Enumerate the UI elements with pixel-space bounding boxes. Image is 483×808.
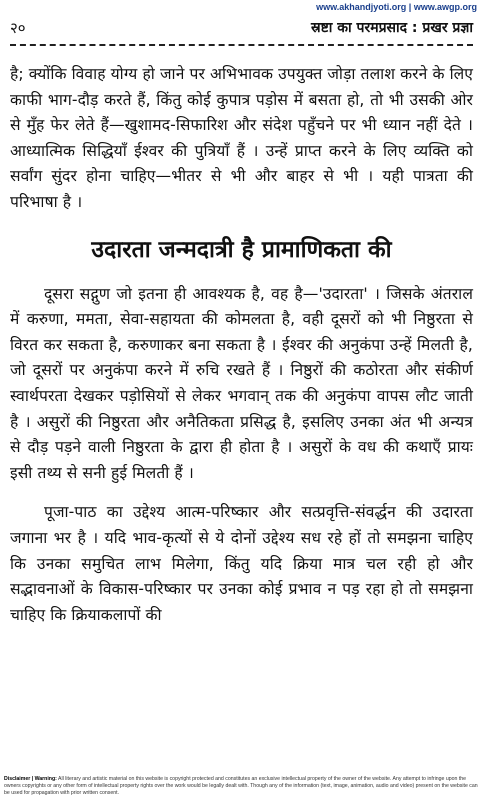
disclaimer xyxy=(4,776,479,797)
page-body xyxy=(10,62,473,628)
disclaimer-text: All literary and artistic material on this website is copyright protected and constitutes an exclusive intellectual property of the owner of the website. Any attempt to infringe upon the owners copyrights or any other form of intellectual property rights over the work would be legally dealt with. Though any of the information (text, image, animation, audio and video) present on the website can be used for propagation with prior written consent. xyxy=(4,776,478,796)
page-number: २० xyxy=(10,19,26,37)
paragraph-3: पूजा-पाठ का उद्देश्य आत्म-परिष्कार और सत्प्रवृत्ति-संवर्द्धन की उदारता जगाना भर है । यदि भाव-कृत्यों से ये दोनों उद्देश्य सध रहे हों तो समझना चाहिए कि उनका समुचित लाभ मिलेगा, किंतु यदि क्रिया मात्र चल रही हो और सद्भावनाओं के विकास-परिष्कार पर उनका कोई प्रभाव न पड़ रहा हो तो समझना चाहिए कि क्रियाकलापों की xyxy=(10,503,473,624)
paragraph-1: है; क्योंकि विवाह योग्य हो जाने पर अभिभावक उपयुक्त जोड़ा तलाश करने के लिए काफी भाग-दौड़ करते हैं, किंतु कोई कुपात्र पड़ोस में बसता हो, तो भी उसकी ओर से मुँह फेर लेते हैं—खुशामद-सिफारिश और संदेश पहुँचने पर भी ध्यान नहीं देते । आध्यात्मिक सिद्धियाँ ईश्वर की पुत्रियाँ हैं । उन्हें प्राप्त करने के लिए व्यक्ति को सर्वांग सुंदर होना चाहिए—भीतर से भी और बाहर से भी । यही पात्रता की परिभाषा है । xyxy=(10,65,474,211)
running-header xyxy=(10,18,473,42)
site-urls: www.akhandjyoti.org | www.awgp.org xyxy=(316,2,477,12)
section-heading: उदारता जन्मदात्री है प्रामाणिकता की xyxy=(91,236,392,263)
disclaimer-label: Disclaimer | Warning: xyxy=(4,776,57,782)
book-title: स्रष्टा का परमप्रसाद : प्रखर प्रज्ञा xyxy=(310,20,473,36)
header-divider xyxy=(10,44,473,46)
paragraph-2: दूसरा सद्गुण जो इतना ही आवश्यक है, वह है—'उदारता' । जिसके अंतराल में करुणा, ममता, सेवा-सहायता की कोमलता है, वही दूसरों को भी निष्ठुरता से विरत कर सकता है, करुणाकर बना सकता है । ईश्वर की अनुकंपा उन्हें मिलती है, जो दूसरों पर अनुकंपा करने में रुचि रखते हैं । निष्ठुरों की कठोरता और संकीर्ण स्वार्थपरता देखकर पड़ोसियों से लेकर भगवान् तक की अनुकंपा वापस लौट जाती है । असुरों की निष्ठुरता और अनैतिकता प्रसिद्ध है, इसलिए उनका अंत भी अन्यत्र से दौड़ पड़ने वाली निष्ठुरता के द्वारा ही होता है । असुरों के वध की कथाएँ प्रायः इसी तथ्य से सनी हुई मिलती हैं । xyxy=(10,284,473,482)
